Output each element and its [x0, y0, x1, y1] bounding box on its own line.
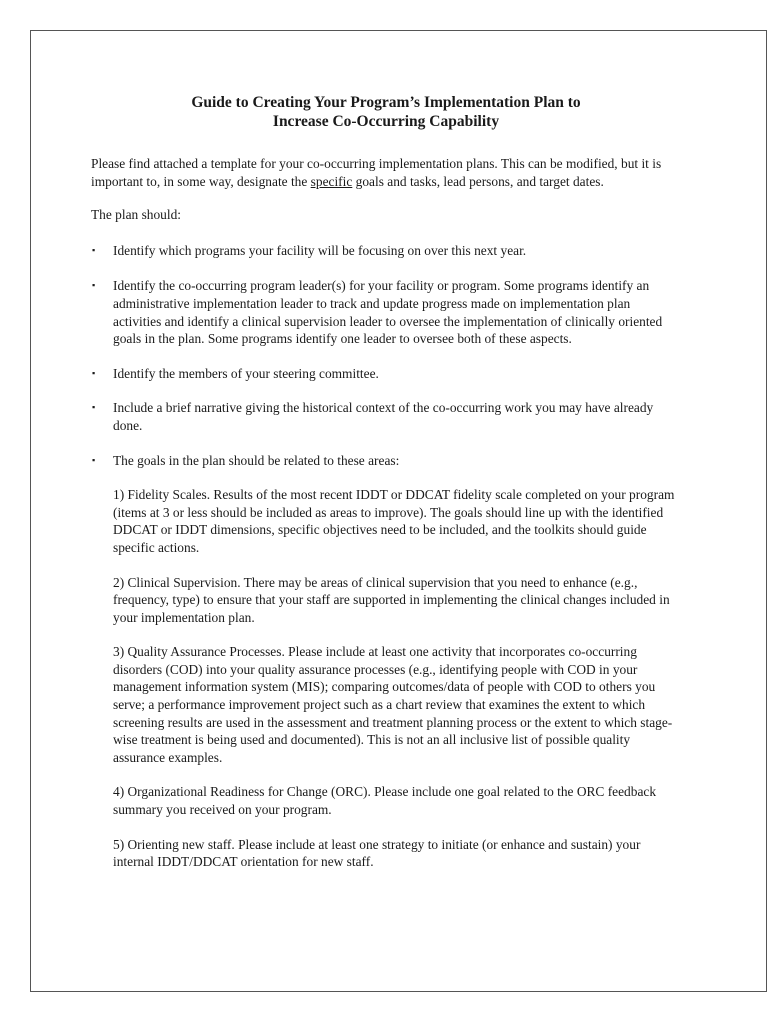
- list-item-text: Identify the members of your steering committee.: [113, 365, 379, 381]
- document-page: [30, 30, 767, 992]
- goal-area-organizational-readiness: 4) Organizational Readiness for Change (ORC). Please include one goal related to the ORC feedback summary you received on your program.: [113, 784, 657, 818]
- intro-text-after: goals and tasks, lead persons, and target dates.: [352, 173, 604, 189]
- intro-underlined-word: specific: [310, 173, 353, 189]
- requirements-list: [91, 242, 681, 871]
- document-title: [91, 93, 681, 131]
- bullet-icon: ▪: [92, 280, 96, 291]
- list-item: [91, 452, 681, 871]
- document-content: [91, 93, 681, 871]
- list-item: [91, 242, 681, 260]
- list-item-text: Identify the co-occurring program leader(s) for your facility or program. Some programs identify an administrative implementation leader to track and update progress made on implementation plan activities and identify a clinical supervision leader to oversee the implementation of clinically oriented goals in the plan. Some programs identify one leader to oversee both of these aspects.: [113, 278, 663, 347]
- intro-paragraph: [91, 155, 681, 190]
- goal-area-orienting-staff: 5) Orienting new staff. Please include at least one strategy to initiate (or enhance and sustain) your internal IDDT/DDCAT orientation for new staff.: [113, 836, 641, 870]
- title-line-1: Guide to Creating Your Program’s Implementation Plan to: [191, 94, 581, 111]
- bullet-icon: ▪: [92, 402, 96, 413]
- list-item: [91, 365, 681, 383]
- title-line-2: Increase Co-Occurring Capability: [272, 113, 500, 130]
- goal-area-clinical-supervision: 2) Clinical Supervision. There may be areas of clinical supervision that you need to enhance (e.g., frequency, type) to ensure that your staff are supported in implementing the clinical changes included in your implementation plan.: [113, 574, 670, 625]
- plan-should-heading: The plan should:: [91, 207, 182, 223]
- goal-area-quality-assurance: 3) Quality Assurance Processes. Please include at least one activity that incorporates co-occurring disorders (COD) into your quality assurance processes (e.g., identifying people with COD in your management information system (MIS); comparing outcomes/data of people with COD to others you serve; a performance improvement project such as a chart review that examines the extent to which screening results are used in the assessment and treatment planning process or the extent to which stage-wise treatment is being used and documented). This is not an all inclusive list of possible quality assurance examples.: [113, 644, 673, 765]
- goal-area-fidelity-scales: 1) Fidelity Scales. Results of the most recent IDDT or DDCAT fidelity scale completed on your program (items at 3 or less should be included as areas to improve). The goals should line up with the identified DDCAT or IDDT dimensions, specific objectives need to be included, and the toolkits should guide specific actions.: [113, 487, 675, 555]
- intro-text-before: Please find attached a template for your co-occurring implementation plans. This can be modified, but it is important to, in some way, designate the: [91, 156, 662, 189]
- bullet-icon: ▪: [92, 454, 96, 465]
- list-item: [91, 399, 681, 434]
- list-item-text: Identify which programs your facility will be focusing on over this next year.: [113, 242, 527, 258]
- list-item-text: Include a brief narrative giving the historical context of the co-occurring work you may have already done.: [113, 400, 654, 433]
- bullet-icon: ▪: [92, 367, 96, 378]
- bullet-icon: ▪: [92, 244, 96, 255]
- list-item: [91, 277, 681, 347]
- list-item-text: The goals in the plan should be related to these areas:: [113, 452, 400, 468]
